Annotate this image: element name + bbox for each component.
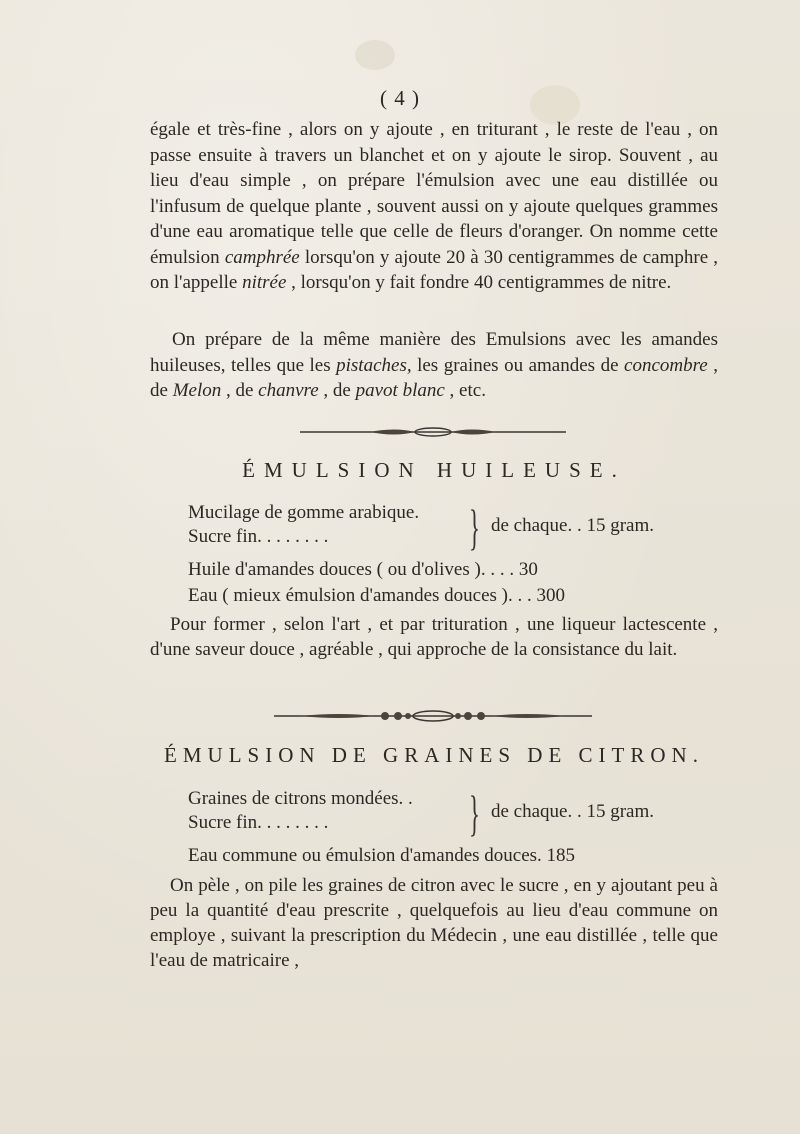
- ingredient-row: Eau ( mieux émulsion d'amandes douces ). . . 300: [188, 585, 566, 606]
- recipe-ingredients: [188, 501, 728, 609]
- recipe-ingredients: [188, 787, 728, 869]
- ingredient-row: Eau commune ou émulsion d'amandes douces. 185: [188, 845, 576, 866]
- ingredient-line: Sucre fin. . . . . . . .: [188, 812, 329, 833]
- ingredient-line: Graines de citrons mondées. .: [188, 788, 413, 809]
- italic-term: nitrée: [242, 272, 287, 293]
- italic-term: pistaches,: [336, 354, 412, 376]
- text-run: , de: [318, 380, 356, 401]
- brace-glyph: }: [469, 499, 480, 555]
- text-run: les graines ou amandes de: [411, 354, 625, 376]
- italic-term: camphrée: [224, 246, 300, 268]
- brace-glyph: }: [469, 785, 480, 841]
- ingredient-group: [188, 787, 728, 843]
- text-run: lorsqu'on y ajoute 20 à 30 centigrammes de camphre , on l'appelle: [150, 246, 719, 293]
- italic-term: Melon: [172, 380, 222, 401]
- paragraph-emulsions-amandes: [150, 327, 718, 404]
- section-heading-emulsion-huileuse: ÉMULSION HUILEUSE.: [242, 458, 626, 482]
- ingredient-line: Mucilage de gomme arabique.: [188, 502, 420, 523]
- text-run: On prépare de la même manière des Emulsions avec les amandes huileuses, telles que les: [150, 329, 718, 376]
- page-number: ( 4 ): [380, 86, 420, 110]
- ingredient-line: Sucre fin. . . . . . . .: [188, 526, 329, 547]
- italic-term: concombre: [624, 354, 708, 376]
- text-run: , de: [221, 380, 259, 401]
- ingredient-quantity: de chaque. . 15 gram.: [491, 801, 655, 822]
- ingredient-row: Huile d'amandes douces ( ou d'olives ). . . . 30: [188, 559, 538, 580]
- text-run: égale et très-fine , alors on y ajoute , en triturant , le reste de l'eau , on passe ensuite à travers un blanchet et on y ajoute le sirop. Souvent , au lieu d'eau simple , on prépare l'émulsion avec une eau distillée ou l'infusum de quelque plante , souvent aussi on y ajoute quelques grammes d'une eau aromatique telle que celle de fleurs d'oranger. On nomme cette émulsion: [150, 119, 718, 268]
- italic-term: chanvre: [258, 380, 319, 401]
- text-run: , de: [150, 354, 718, 401]
- ingredient-quantity: de chaque. . 15 gram.: [491, 515, 655, 536]
- text-run: , lorsqu'on y fait fondre 40 centigrammes de nitre.: [286, 272, 672, 293]
- ingredient-group: [188, 501, 728, 557]
- recipe-instructions: Pour former , selon l'art , et par trituration , une liqueur lactescente , d'une saveur douce , agréable , qui approche de la consistance du lait.: [150, 614, 718, 660]
- ornament-divider: [0, 425, 800, 439]
- ornament-divider: [0, 709, 800, 723]
- section-heading-emulsion-citron: ÉMULSION DE GRAINES DE CITRON.: [164, 743, 704, 767]
- recipe-instructions: On pèle , on pile les graines de citron avec le sucre , en y ajoutant peu à peu la quantité d'eau prescrite , quelquefois au lieu d'eau commune on employe , suivant la prescription du Médecin , une eau distillée , telle que l'eau de matricaire ,: [150, 875, 718, 971]
- paragraph-continued: [150, 117, 718, 296]
- paper-stain: [355, 40, 395, 70]
- italic-term: pavot blanc: [355, 380, 445, 401]
- text-run: , etc.: [444, 380, 486, 401]
